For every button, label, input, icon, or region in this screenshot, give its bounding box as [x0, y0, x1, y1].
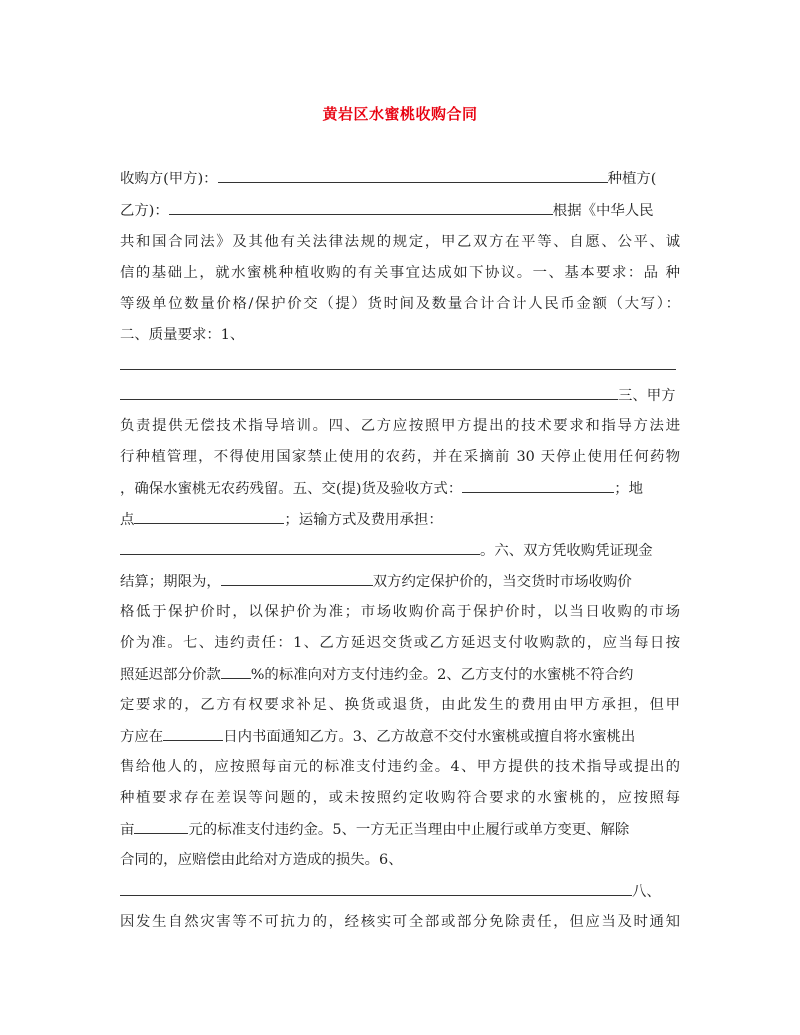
text-line	[120, 509, 680, 530]
line-text: 收购方(甲方)：	[120, 171, 218, 187]
line-text: 日内书面通知乙方。3、乙方故意不交付水蜜桃或擅自将水蜜桃出	[223, 729, 636, 745]
text-line	[120, 385, 680, 406]
line-text: 。六、双方凭收购凭证现金	[480, 543, 653, 559]
text-line: 共和国合同法》及其他有关法律法规的规定，甲乙双方在平等、自愿、公平、诚	[120, 234, 680, 250]
blank-field	[221, 571, 373, 586]
blank-field	[120, 385, 618, 400]
line-text: 乙方)：	[120, 203, 169, 219]
line-text: 点	[120, 512, 135, 528]
line-text: 双方约定保护价的，当交货时市场收购价	[372, 574, 632, 590]
blank-field	[462, 478, 614, 493]
text-line: 售给他人的，应按照每亩元的标准支付违约金。4、甲方提供的技术指导或提出的	[120, 759, 680, 775]
text-line: 行种植管理，不得使用国家禁止使用的农药，并在采摘前 30 天停止使用任何药物	[120, 449, 680, 465]
blank-field	[120, 355, 676, 370]
text-line: 价为准。七、违约责任：1、乙方延迟交货或乙方延迟支付收购款的，应当每日按	[120, 635, 680, 651]
blank-field	[134, 509, 284, 524]
text-line: 信的基础上，就水蜜桃种植收购的有关事宜达成如下协议。一、基本要求：品 种	[120, 265, 680, 281]
line-text: 种植方(	[607, 171, 657, 187]
text-line	[120, 571, 680, 592]
text-line	[120, 881, 680, 902]
line-text: 照延迟部分价款	[120, 667, 221, 683]
blank-field	[221, 664, 251, 679]
line-text: 八、	[632, 884, 661, 900]
text-line: 等级单位数量价格/保护价交（提）货时间及数量合计合计人民币金额（大写）：	[120, 296, 680, 312]
text-line: 定要求的，乙方有权要求补足、换货或退货，由此发生的费用由甲方承担，但甲	[120, 697, 680, 713]
line-text: 亩	[120, 822, 135, 838]
text-line	[120, 478, 680, 499]
text-line	[120, 168, 680, 189]
line-text: ，确保水蜜桃无农药残留。五、交(提)货及验收方式：	[120, 481, 463, 497]
line-text: 方应在	[120, 729, 164, 745]
text-line: 合同的，应赔偿由此给对方造成的损失。6、	[120, 852, 403, 868]
text-line	[120, 200, 680, 221]
blank-field	[120, 881, 632, 896]
text-line: 二、质量要求：1、	[120, 327, 245, 343]
text-line: 负责提供无偿技术指导培训。四、乙方应按照甲方提出的技术要求和指导方法进	[120, 418, 680, 434]
blank-field	[218, 168, 608, 183]
line-text: ；地	[614, 481, 644, 497]
line-text: 结算；期限为，	[120, 574, 221, 590]
text-line	[120, 726, 680, 747]
blank-field	[134, 819, 188, 834]
blank-field	[169, 200, 553, 215]
blank-field	[120, 540, 480, 555]
line-text: ；运输方式及费用承担：	[284, 512, 443, 528]
blank-field	[163, 726, 223, 741]
text-line	[120, 540, 680, 561]
line-text: 根据《中华人民	[552, 203, 654, 219]
document-title: 黄岩区水蜜桃收购合同	[322, 105, 478, 123]
text-line: 因发生自然灾害等不可抗力的，经核实可全部或部分免除责任，但应当及时通知	[120, 914, 680, 930]
line-text: 三、甲方	[618, 388, 676, 404]
text-line: 格低于保护价时，以保护价为准；市场收购价高于保护价时，以当日收购的市场	[120, 604, 680, 620]
line-text: 元的标准支付违约金。5、一方无正当理由中止履行或单方变更、解除	[188, 822, 630, 838]
text-line: 种植要求存在差误等问题的，或未按照约定收购符合要求的水蜜桃的，应按照每	[120, 790, 680, 806]
text-line	[120, 355, 680, 376]
text-line	[120, 819, 680, 840]
line-text: %的标准向对方支付违约金。2、乙方支付的水蜜桃不符合约	[250, 667, 634, 683]
text-line	[120, 664, 680, 685]
